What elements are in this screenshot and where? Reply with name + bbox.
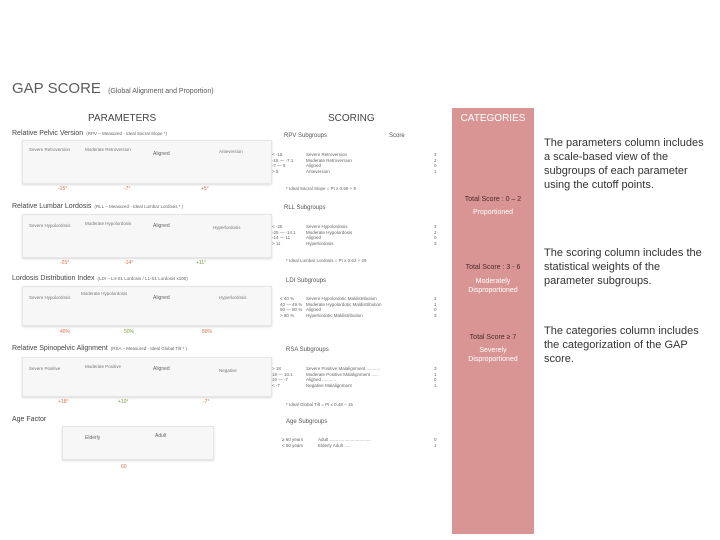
segment-aligned: Aligned — [153, 223, 170, 229]
segment-hyperlordosis: Hyperlordosis — [219, 295, 247, 300]
cutoff-rpv-2: -7° — [124, 186, 131, 192]
param-scale-age — [62, 426, 214, 460]
param-label-age: Age Factor — [12, 416, 47, 423]
scoring-ranges-age: ≥ 60 years < 60 years — [282, 437, 304, 448]
segment-hyperlordosis: Hyperlordosis — [213, 225, 241, 230]
param-scale-rsa — [22, 357, 272, 397]
scoring-descs-age: Adult ................................. Elderly Adult ..... — [318, 437, 371, 448]
category-3-score: Total Score ≥ 7 — [469, 334, 517, 341]
cutoff-rpv-3: +5° — [201, 186, 209, 192]
segment-severe-hypolordosis: Severe Hypolordosis — [29, 295, 71, 300]
scoring-descs-ldi: Severe Hypolordotic Maldistribution Moderate Hypolordotic Maldistribution Aligned Hyperlordotic Maldistribution — [306, 296, 382, 318]
scoring-points-rll: 3 2 0 3 — [434, 224, 437, 246]
category-1-name: Proportioned — [472, 209, 514, 216]
category-2-score: Total Score : 3 - 6 — [465, 264, 521, 271]
segment-moderate-hypolordosis: Moderate Hypolordosis — [85, 221, 132, 226]
cutoff-rll-2: -14° — [124, 260, 134, 266]
parameters-header: PARAMETERS — [88, 113, 157, 124]
scoring-ranges-rll: < -25 -25 — -14.1 -14 — 11 > 11 — [272, 224, 296, 246]
cutoff-ldi-2: 50% — [124, 329, 135, 335]
cutoff-rsa-3: -7° — [203, 399, 210, 405]
scoring-head-age: Age Subgroups — [286, 419, 328, 425]
scoring-note-rll: * Ideal Lumbar Lordosis = PI x 0.62 + 29 — [286, 258, 367, 263]
param-label-rpv: Relative Pelvic Version (RPV – Measured - Ideal Sacral Slope *) — [12, 130, 167, 137]
segment-severe-hypolordosis: Severe Hypolordosis — [29, 223, 71, 228]
segment-aligned: Aligned — [153, 366, 170, 372]
segment-aligned: Aligned — [153, 295, 170, 301]
segment-anteversion: Anteversion — [219, 149, 243, 154]
categories-header: CATEGORIES — [460, 113, 526, 124]
scoring-head-ldi: LDI Subgroups — [286, 278, 327, 284]
categories-column — [452, 108, 534, 534]
cutoff-rsa-1: +18° — [58, 399, 69, 405]
segment-negative: Negative — [219, 368, 237, 373]
title-sub: (Global Alignment and Proportion) — [108, 88, 214, 95]
scoring-descs-rll: Severe Hypolordosis Moderate Hypolordosis Aligned Hyperlordosis — [306, 224, 353, 246]
segment-moderate-positive: Moderate Positive — [85, 364, 122, 369]
scoring-points-age: 0 1 — [434, 437, 437, 448]
segment-moderate-hypolordosis: Moderate Hypolordosis — [81, 291, 128, 296]
segment-adult: Adult — [155, 433, 167, 439]
scoring-head-rpv: RPV Subgroups — [284, 133, 328, 139]
param-scale-ldi — [22, 286, 272, 326]
cutoff-ldi-1: 40% — [60, 329, 71, 335]
cutoff-rll-3: +11° — [196, 260, 207, 266]
scoring-ranges-rsa: > 18 18 — 10.1 10 — -7 < -7 — [272, 366, 293, 388]
scoring-ranges-ldi: < 40 % 40 — 49 % 50 — 80 % > 80 % — [280, 296, 303, 318]
side-note-categories: The categories column includes the categorization of the GAP score. — [544, 325, 699, 365]
cutoff-age: 60 — [121, 464, 127, 470]
cutoff-rll-1: -25° — [60, 260, 70, 266]
category-2-name: Moderately Disproportioned — [468, 278, 518, 294]
side-note-parameters: The parameters column includes a scale-based view of the subgroups of each parameter using the cutoff points. — [544, 137, 704, 191]
scoring-points-rpv: 3 2 0 1 — [434, 152, 437, 174]
scoring-descs-rpv: Severe Retroversion Moderate Retroversion Aligned Anteversion — [306, 152, 352, 174]
category-3-name: Severely Disproportioned — [468, 347, 518, 363]
cutoff-rpv-1: -15° — [58, 186, 68, 192]
param-scale-rll — [22, 214, 272, 258]
page-title — [12, 80, 214, 97]
segment-severe-positive: Severe Positive — [29, 366, 61, 371]
param-label-rll: Relative Lumbar Lordosis (RLL – Measured - Ideal Lumbar Lordosis * ) — [12, 203, 184, 210]
scoring-points-ldi: 2 1 0 3 — [434, 296, 437, 318]
segment-severe-retroversion: Severe Retroversion — [29, 147, 71, 152]
scoring-descs-rsa: Severe Positive Malalignment ........... Moderate Positive Malalignment ...... Aligned ........... Negative Malalignment — [306, 366, 381, 388]
scoring-head-rll: RLL Subgroups — [284, 205, 326, 211]
scoring-score-head: Score — [389, 133, 405, 139]
scoring-header: SCORING — [328, 113, 375, 124]
segment-elderly: Elderly — [85, 435, 101, 441]
scoring-points-rsa: 3 1 0 1 — [434, 366, 437, 388]
param-label-ldi: Lordosis Distribution Index (LDI – L4-S1 Lordosis / L1-S1 Lordosis x100) — [12, 275, 188, 282]
segment-aligned: Aligned — [153, 151, 170, 157]
cutoff-ldi-3: 80% — [202, 329, 213, 335]
category-1-score: Total Score : 0 – 2 — [464, 196, 522, 203]
segment-moderate-retroversion: Moderate Retroversion — [85, 147, 131, 152]
param-label-rsa: Relative Spinopelvic Alignment (RSA – Measured - Ideal Global Tilt * ) — [12, 345, 188, 352]
title-main: GAP SCORE — [12, 80, 101, 97]
scoring-head-rsa: RSA Subgroups — [286, 347, 329, 353]
scoring-ranges-rpv: < -15 -15 — -7.1 -7 — 5 > 5 — [272, 152, 294, 174]
scoring-note-rpv: * Ideal Sacral Slope = PI x 0.59 + 9 — [286, 186, 357, 191]
scoring-note-rsa: * Ideal Global Tilt = PI x 0.48 – 15 — [286, 402, 353, 407]
param-scale-rpv — [22, 140, 272, 184]
cutoff-rsa-2: +10° — [118, 399, 129, 405]
side-note-scoring: The scoring column includes the statistical weights of the parameter subgroups. — [544, 247, 702, 287]
